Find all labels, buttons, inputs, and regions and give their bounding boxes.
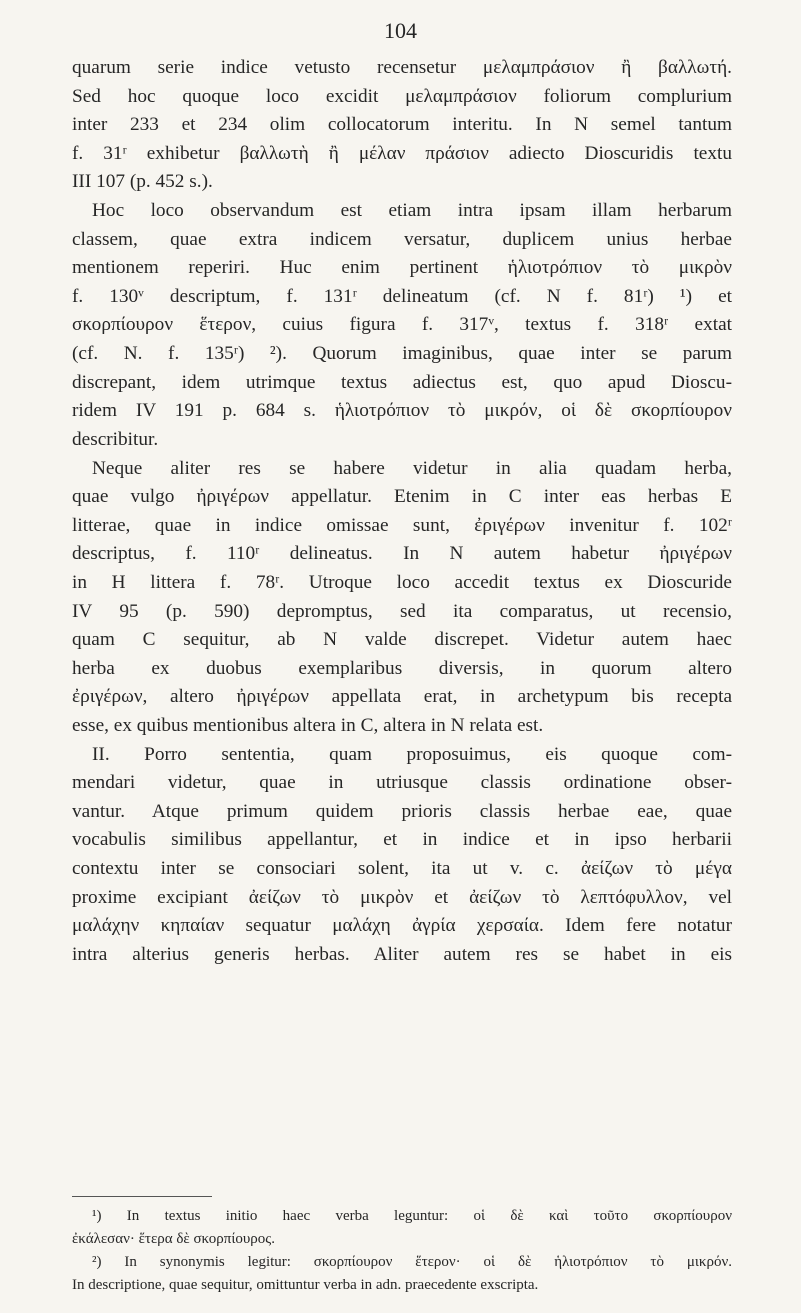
text-line: ridem IV 191 p. 684 s. ἡλιοτρόπιον τὸ μικρόν, οἱ δὲ σκορπίουρον <box>72 400 732 422</box>
text-line: mentionem reperiri. Huc enim pertinent ἡλιοτρόπιον τὸ μικρὸν <box>72 257 732 279</box>
text-line: litterae, quae in indice omissae sunt, ἐριγέρων invenitur f. 102ʳ <box>72 514 732 536</box>
footnote-line: ²) In synonymis legitur: σκορπίουρον ἕτερον· οἱ δὲ ἡλιοτρόπιον τὸ μικρόν. <box>92 1254 732 1270</box>
text-line: proxime excipiant ἀείζων τὸ μικρὸν et ἀείζων τὸ λεπτόφυλλον, vel <box>72 886 732 908</box>
text-line: IV 95 (p. 590) depromptus, sed ita comparatus, ut recensio, <box>72 600 732 622</box>
text-line: quam C sequitur, ab N valde discrepet. Videtur autem haec <box>72 629 732 651</box>
text-line: classem, quae extra indicem versatur, duplicem unius herbae <box>72 228 732 250</box>
text-line: (cf. N. f. 135ʳ) ²). Quorum imaginibus, quae inter se parum <box>72 343 732 365</box>
footnote-rule <box>72 1196 212 1197</box>
text-line: contextu inter se consociari solent, ita ut v. c. ἀείζων τὸ μέγα <box>72 858 732 880</box>
text-line: in H littera f. 78ʳ. Utroque loco accedit textus ex Dioscuride <box>72 571 732 593</box>
text-line: Neque aliter res se habere videtur in alia quadam herba, <box>92 457 732 479</box>
text-line: σκορπίουρον ἕτερον, cuius figura f. 317ᵛ, textus f. 318ʳ extat <box>72 314 732 336</box>
text-line: esse, ex quibus mentionibus altera in C, altera in N relata est. <box>72 715 544 737</box>
text-line: describitur. <box>72 428 159 450</box>
text-line: III 107 (p. 452 s.). <box>72 171 213 193</box>
text-line: inter 233 et 234 olim collocatorum interitu. In N semel tantum <box>72 114 732 136</box>
text-line: vantur. Atque primum quidem prioris classis herbae eae, quae <box>72 800 732 822</box>
text-line: vocabulis similibus appellantur, et in indice et in ipso herbarii <box>72 829 732 851</box>
text-line: Sed hoc quoque loco excidit μελαμπράσιον foliorum complurium <box>72 85 732 107</box>
text-line: mendari videtur, quae in utriusque classis ordinatione obser- <box>72 772 732 794</box>
text-line: f. 31ʳ exhibetur βαλλωτὴ ἢ μέλαν πράσιον adiecto Dioscuridis textu <box>72 142 732 164</box>
page-number: 104 <box>384 18 417 43</box>
footnote-line: In descriptione, quae sequitur, omittuntur verba in adn. praecedente exscripta. <box>72 1277 539 1293</box>
text-line: μαλάχην κηπαίαν sequatur μαλάχη ἀγρία χερσαία. Idem fere notatur <box>72 915 732 937</box>
text-line: ἐριγέρων, altero ἠριγέρων appellata erat, in archetypum bis recepta <box>72 686 732 708</box>
footnotes <box>72 1205 732 1297</box>
footnote-line: ἐκάλεσαν· ἕτερα δὲ σκορπίουρος. <box>72 1231 275 1247</box>
text-line: herba ex duobus exemplaribus diversis, in quorum altero <box>72 657 732 679</box>
text-line: quarum serie indice vetusto recensetur μελαμπράσιον ἢ βαλλωτή. <box>72 57 732 78</box>
text-line: discrepant, idem utrimque textus adiectus est, quo apud Dioscu- <box>72 371 732 393</box>
text-line: II. Porro sententia, quam proposuimus, eis quoque com- <box>92 743 732 765</box>
text-line: f. 130ᵛ descriptum, f. 131ʳ delineatum (cf. N f. 81ʳ) ¹) et <box>72 285 732 307</box>
footnote-line: ¹) In textus initio haec verba leguntur: οἱ δὲ καὶ τοῦτο σκορπίουρον <box>92 1208 732 1224</box>
text-line: quae vulgo ἠριγέρων appellatur. Etenim in C inter eas herbas E <box>72 486 732 508</box>
text-line: intra alterius generis herbas. Aliter autem res se habet in eis <box>72 943 732 965</box>
text-line: descriptus, f. 110ʳ delineatus. In N autem habetur ἠριγέρων <box>72 543 732 565</box>
text-line: Hoc loco observandum est etiam intra ipsam illam herbarum <box>92 200 732 222</box>
body-text <box>72 54 732 970</box>
